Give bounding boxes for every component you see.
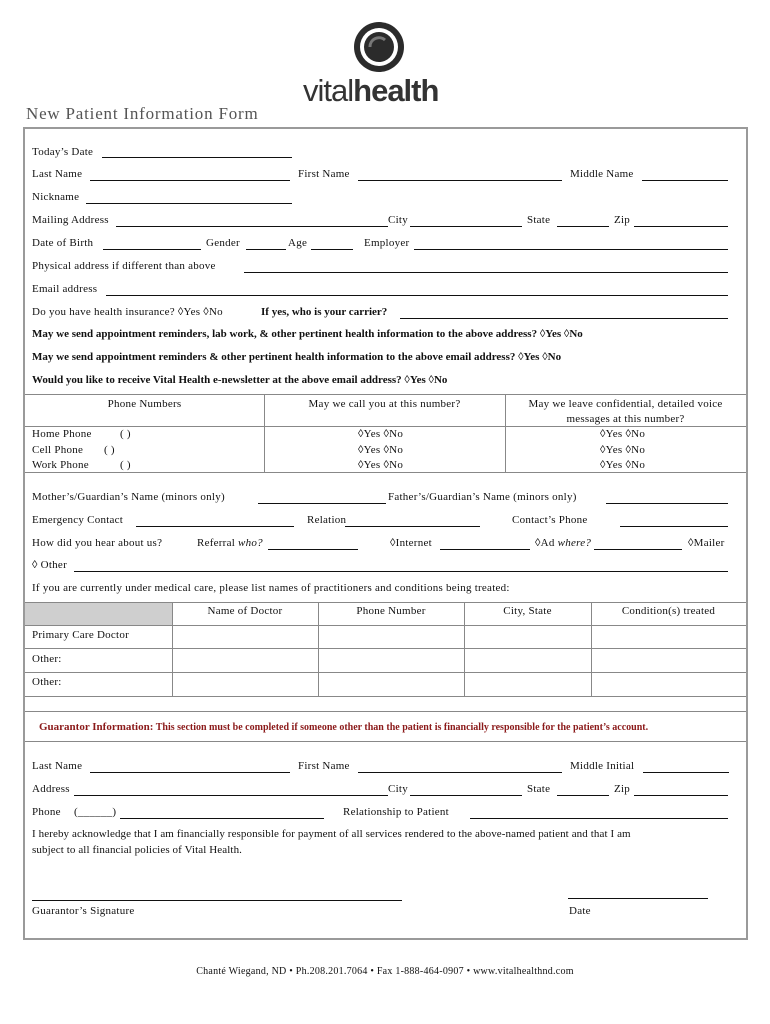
primary-care-row: Primary Care Doctor xyxy=(32,629,129,641)
home-phone-label: Home Phone xyxy=(32,428,92,440)
condition-header: Condition(s) treated xyxy=(621,605,716,617)
ad-option[interactable] xyxy=(535,537,591,550)
city-label: City xyxy=(388,214,408,226)
home-leave-options[interactable]: ◊Yes ◊No xyxy=(600,428,646,440)
g-first-name-label: First Name xyxy=(298,760,350,772)
g-phone-field[interactable] xyxy=(120,818,324,819)
care-intro: If you are currently under medical care, please list names of practitioners and conditions being treated: xyxy=(32,582,510,594)
g-relationship-field[interactable] xyxy=(470,818,728,819)
care-table-row3 xyxy=(25,672,746,673)
gender-label: Gender xyxy=(206,237,240,249)
acknowledgement-line1: I hereby acknowledge that I am financially responsible for payment of all services rendered to the above-named patient and that I am xyxy=(32,828,631,840)
cell-leave-options[interactable]: ◊Yes ◊No xyxy=(600,444,646,456)
work-leave-options[interactable]: ◊Yes ◊No xyxy=(600,459,646,471)
home-call-options[interactable]: ◊Yes ◊No xyxy=(358,428,404,440)
internet-option[interactable]: ◊Internet xyxy=(390,537,432,549)
g-middle-initial-label: Middle Initial xyxy=(570,760,635,772)
ad-field[interactable] xyxy=(594,549,682,550)
father-guardian-field[interactable] xyxy=(606,503,728,504)
city-field[interactable] xyxy=(410,226,522,227)
reminders-address-question: May we send appointment reminders, lab work, & other pertinent health information to the above address? ◊Yes ◊No xyxy=(32,328,583,340)
ad-where: where? xyxy=(557,537,592,549)
referral-label: Referral xyxy=(197,537,239,549)
mailing-address-field[interactable] xyxy=(116,226,388,227)
cell-phone-label: Cell Phone xyxy=(32,444,84,456)
relation-label: Relation xyxy=(307,514,347,526)
may-leave-header-line2: messages at this number? xyxy=(566,413,685,425)
cell-call-options[interactable]: ◊Yes ◊No xyxy=(358,444,404,456)
mailing-address-label: Mailing Address xyxy=(32,214,109,226)
last-name-label: Last Name xyxy=(32,168,83,180)
contacts-phone-label: Contact’s Phone xyxy=(512,514,588,526)
newsletter-question: Would you like to receive Vital Health e-newsletter at the above email address? ◊Yes ◊No xyxy=(32,374,448,386)
guarantor-section-header xyxy=(39,721,648,734)
logo-word-vital: vital xyxy=(303,73,354,108)
g-last-name-field[interactable] xyxy=(90,772,290,773)
phone-table-header-divider xyxy=(25,426,746,427)
g-phone-area[interactable]: (______) xyxy=(74,806,117,818)
state-label: State xyxy=(527,214,551,226)
mailer-option[interactable]: ◊Mailer xyxy=(688,537,725,549)
g-state-label: State xyxy=(527,783,551,795)
work-call-options[interactable]: ◊Yes ◊No xyxy=(358,459,404,471)
gender-field[interactable] xyxy=(246,249,286,250)
care-table-bottom xyxy=(25,696,746,697)
care-table-top xyxy=(25,602,746,603)
contacts-phone-field[interactable] xyxy=(620,526,728,527)
guarantor-bottom-rule xyxy=(25,741,746,742)
internet-field[interactable] xyxy=(440,549,530,550)
logo-wordmark xyxy=(303,74,438,108)
email-label: Email address xyxy=(32,283,98,295)
g-middle-initial-field[interactable] xyxy=(643,772,729,773)
how-heard-label: How did you hear about us? xyxy=(32,537,163,549)
zip-field[interactable] xyxy=(634,226,728,227)
acknowledgement-line2: subject to all financial policies of Vital Health. xyxy=(32,844,243,856)
date-label: Date xyxy=(569,905,591,917)
guarantor-note: This section must be completed if someone other than the patient is financially responsible for the patient’s account. xyxy=(155,722,649,733)
vitalhealth-logo xyxy=(300,20,460,112)
ad-label: ◊Ad xyxy=(535,537,558,549)
footer-contact: Chanté Wiegand, ND • Ph.208.201.7064 • Fax 1-888-464-0907 • www.vitalhealthnd.com xyxy=(196,966,574,977)
nickname-field[interactable] xyxy=(86,203,292,204)
dob-label: Date of Birth xyxy=(32,237,94,249)
emergency-contact-label: Emergency Contact xyxy=(32,514,124,526)
middle-name-field[interactable] xyxy=(642,180,728,181)
phone-table-bottom xyxy=(25,472,746,473)
insurance-carrier-field[interactable] xyxy=(400,318,728,319)
employer-label: Employer xyxy=(364,237,410,249)
mother-guardian-label: Mother’s/Guardian’s Name (minors only) xyxy=(32,491,225,503)
reminders-email-question: May we send appointment reminders & other pertinent health information to the above email address? ◊Yes ◊No xyxy=(32,351,562,363)
insurance-question: Do you have health insurance? ◊Yes ◊No xyxy=(32,306,223,318)
may-leave-header-line1: May we leave confidential, detailed voice xyxy=(528,398,723,410)
referral-field[interactable] xyxy=(268,549,358,550)
zip-label: Zip xyxy=(614,214,631,226)
care-table-row2 xyxy=(25,648,746,649)
logo-circle-icon xyxy=(352,20,406,74)
email-field[interactable] xyxy=(106,295,728,296)
g-relationship-label: Relationship to Patient xyxy=(343,806,449,818)
todays-date-label: Today’s Date xyxy=(32,146,94,158)
g-first-name-field[interactable] xyxy=(358,772,562,773)
nickname-label: Nickname xyxy=(32,191,80,203)
other-row-1: Other: xyxy=(32,653,62,665)
state-field[interactable] xyxy=(557,226,609,227)
first-name-field[interactable] xyxy=(358,180,562,181)
other-field[interactable] xyxy=(74,571,728,572)
g-state-field[interactable] xyxy=(557,795,609,796)
work-phone-field[interactable]: ( ) xyxy=(120,459,131,471)
other-option[interactable]: ◊ Other xyxy=(32,559,67,571)
logo-word-health: health xyxy=(353,73,439,108)
relation-field[interactable] xyxy=(345,526,480,527)
dob-field[interactable] xyxy=(103,249,201,250)
phone-table-top xyxy=(25,394,746,395)
todays-date-field[interactable] xyxy=(102,157,292,158)
g-address-field[interactable] xyxy=(74,795,388,796)
last-name-field[interactable] xyxy=(90,180,290,181)
age-field[interactable] xyxy=(311,249,353,250)
employer-field[interactable] xyxy=(414,249,728,250)
doctor-name-header: Name of Doctor xyxy=(207,605,283,617)
referral-who: who? xyxy=(238,537,263,549)
work-phone-label: Work Phone xyxy=(32,459,89,471)
age-label: Age xyxy=(288,237,308,249)
middle-name-label: Middle Name xyxy=(570,168,634,180)
g-zip-label: Zip xyxy=(614,783,631,795)
physical-address-label: Physical address if different than above xyxy=(32,260,216,272)
emergency-contact-field[interactable] xyxy=(136,526,294,527)
signature-label: Guarantor’s Signature xyxy=(32,905,135,917)
g-zip-field[interactable] xyxy=(634,795,728,796)
g-city-field[interactable] xyxy=(410,795,522,796)
doctor-phone-header: Phone Number xyxy=(356,605,426,617)
guarantor-top-rule xyxy=(25,711,746,712)
care-table-row1 xyxy=(25,625,746,626)
referral-option[interactable] xyxy=(197,537,263,550)
signature-line[interactable] xyxy=(32,900,402,901)
cell-phone-field[interactable]: ( ) xyxy=(104,444,115,456)
care-table-corner xyxy=(25,603,172,625)
date-line[interactable] xyxy=(568,898,708,899)
mother-guardian-field[interactable] xyxy=(258,503,386,504)
g-phone-label: Phone xyxy=(32,806,61,818)
phone-numbers-header: Phone Numbers xyxy=(107,398,182,410)
insurance-carrier-label: If yes, who is your carrier? xyxy=(261,306,388,318)
other-row-2: Other: xyxy=(32,676,62,688)
first-name-label: First Name xyxy=(298,168,350,180)
g-address-label: Address xyxy=(32,783,70,795)
father-guardian-label: Father’s/Guardian’s Name (minors only) xyxy=(388,491,577,503)
form-title: New Patient Information Form xyxy=(26,104,259,123)
may-call-header: May we call you at this number? xyxy=(308,398,461,410)
g-city-label: City xyxy=(388,783,408,795)
guarantor-heading: Guarantor Information: xyxy=(39,721,154,733)
g-last-name-label: Last Name xyxy=(32,760,83,772)
home-phone-field[interactable]: ( ) xyxy=(120,428,131,440)
physical-address-field[interactable] xyxy=(244,272,728,273)
doctor-city-header: City, State xyxy=(503,605,552,617)
